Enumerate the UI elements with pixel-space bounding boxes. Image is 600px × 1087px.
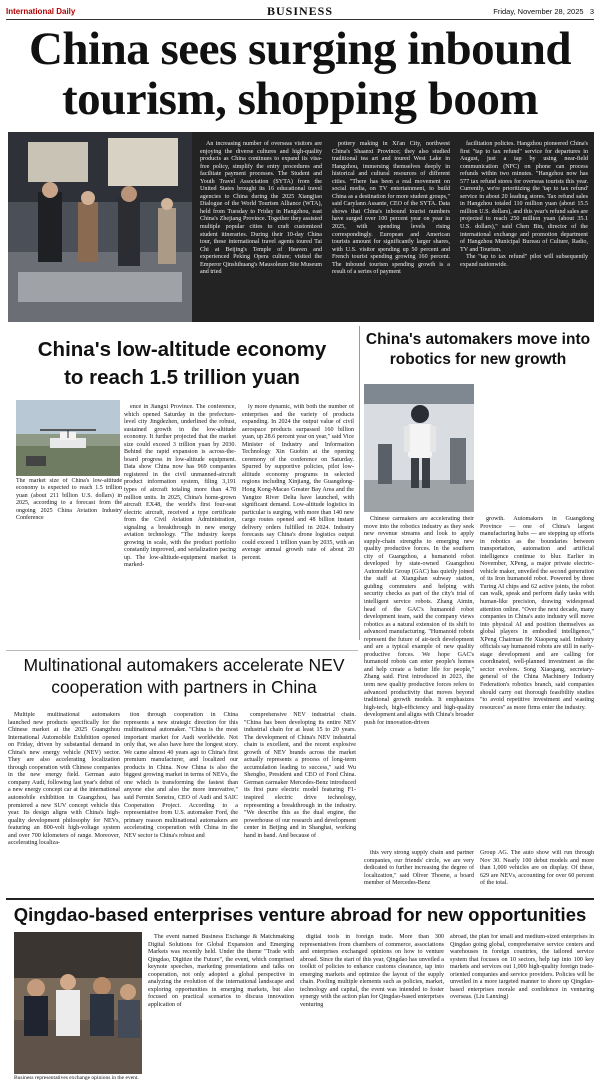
tourism-text-col-3: facilitation policies. Hangzhou pioneered China's first "tap to tax refund" service for departures in August, just a tap by using near-field communication (NFC) on phone can process refunds within two minutes. "Hangzhou now has 577 tax refund stores for overseas tourists this year. Currently, we're prioritizing the 'tap to tax refund' service in about 20 leading stores. Tax refund sales in Hangzhou totaled 110 million yuan (about 15.5 million U.S. dollars), and this year's refund sales are projected to reach 250 million yuan (about 35.1 U.S. dollars)," said Chen Bin, director of the international exchange and promotion department of Hangzhou Municipal Bureau of Culture, Radio, TV and Tourism. The "tap to tax refund" pilot will subsequently expand nationwide. (456, 132, 594, 322)
low-altitude-headline: China's low-altitude economy to reach 1.5 trillion yuan (37, 338, 327, 389)
robot-photo (364, 384, 474, 512)
low-altitude-photo (16, 400, 120, 476)
nev-top-rule (6, 650, 358, 651)
tourism-photo (8, 132, 192, 322)
low-altitude-col-1: ence in Jiangxi Province. The conference, which opened Saturday in the prefecture-level city Jingdezhen, underlined the robust, sustained growth in the low-altitude economy. It further projected that the market size could exceed 3 trillion yuan by 2030. Behind the rapid expansion is across-the-board progress in low-altitude equipment. Data show China now has 969 companies registered in the civil unmanned-aircraft product information system, filing 3,191 types of aircraft totaling more than 4.78 million units. In 2025, China's home-grown aircraft EX48, the world's first four-seat electric aircraft, received a type certificate from the Civil Aviation Administration, signaling a breakthrough in new energy aviation technology. "The industry keeps growing in scale, with the product portfolio constantly improved, and serialization pacing up. The low-altitude-equipment market is marked- (124, 404, 236, 569)
nev-col-2: tion through cooperation in China represents a new strategic direction for this multinational automaker. "China is the most important market for Audi worldwide. Not only that, we also have here the longest story. We came almost 40 years ago to China's first premium manufacturer, and localized our products in China. Now China is also the biggest growing market in terms of NEVs, the one which is transforming the fastest than anyone else and also the more innovative," said Fermin Soneira, CEO of Audi and SAIC Cooperation Project. According to a representative from U.S. automaker Ford, the primary reason multinational automakers are accelerating cooperation with China in the NEV sector is China's robust and (124, 712, 238, 839)
nev-col-5: Group AG. The auto show will run through Nov 30. Nearly 100 debut models and more than 1,000 vehicles are on display. Of these, 629 are NEVs, accounting for over 60 percent of the total. (480, 850, 594, 887)
tourism-text-col-1: An increasing number of overseas visitors are enjoying the diverse cultures and high-quality products as China continues to expand its visa-free policy, simplify the entry procedures and facilitate payment processes. The Student and Youth Travel Association (SYTA) from the United States brought its 16 educational travel agencies to China during the 2025 Xiangjiao Dialogue of the World Tourism Alliance (WTA), held from Tuesday to Friday in Hangzhou, east China's Zhejiang Province. Together they assisted multiple popular cities to craft customized student itineraries. During their 10-day China tour, these international travel agents toured Tai Chi at Beijing's Temple of Heaven and experienced Peking Opera culture; visited the Emperor Qinshihuang's Mausoleum Site Museum and tried (192, 132, 328, 322)
qingdao-top-rule (6, 898, 594, 900)
qingdao-col-3: abroad, the plan for small and medium-sized enterprises in Qingdao going global, comprehensive service centers and warehouses in foreign countries, the tailored service system that focuses on 10 sectors, help tap into 100 key markets and services out 1,000 high-quality foreign trade-oriented companies and service providers. Policies will be unveiled in a more targeted manner to shore up Qingdao-based enterprises morale and confidence in venturing overseas. (Liu Lanxing) (450, 934, 594, 1001)
robotics-headline: China's automakers move into robotics for new growth (365, 331, 591, 368)
section-name: BUSINESS (266, 4, 334, 18)
qingdao-col-1: The event named Business Exchange & Matchmaking Digital Solutions for Global Expansion and Emerging Markets was recently held. Under the theme "Trade with Qingdao, Digitize the Future", the event, which comprised keynote speeches, marketing presentations and talks on cooperation, not only adopted a global perspective in analyzing the evolution of the international landscape and exploring opportunities in emerging markets, but also focused on practical scenarios to discuss innovation application of (148, 934, 294, 1008)
tourism-text-col-2: pottery making in Xi'an City, northwest China's Shaanxi Province; they also studied traditional tea art and toured West Lake in Hangzhou, immersing themselves deeply in historical and cultural resources of different cities. "There has been a real movement on social media, on TV entertainment, to build China as a destination for more student groups," said Carylann Assante, CEO of the SYTA. Data shows that China's inbound tourist numbers have surged over 100 percent year on year in 2025, with spending levels rising correspondingly. European and American tourists amount for significantly larger shares, with U.S. visitor spending up 50 percent and French tourist spending growing 160 percent. The inbound tourism spending growth is a result of a series of payment (328, 132, 456, 322)
qingdao-col-2: digital tools in foreign trade. More than 300 representatives from chambers of commerce, associations and enterprises exchanged opinions on how to venture abroad. Since the start of this year, Qingdao has unveiled a toolkit of policies to enhance customs clearance, tap into emerging markets and optimize the layout of the supply chain. Pooling multiple elements such as policies, market, technology and capital, the event was intended to foster synergy with the action plan for Qingdao-based enterprises venturing (300, 934, 444, 1008)
robotics-col-1: Chinese carmakers are accelerating their move into the robotics industry as they seek new revenue streams and look to apply supply-chain strengths to emerging new quality productive forces. In the southern city of Guangzhou, a humanoid robot developed by state-owned Guangzhou Automobile Group (GAC) has quietly joined the staff at Xiangshan subway station, guiding commuters and helping with security checks as part of the city's trial of intelligent service robots. Zhang Aimin, head of the GAC's humanoid robot development team, said the company views robotics as a natural extension of its shift to advanced manufacturing. "Humanoid robots represent the future of air-tech development and are a typical example of new quality productive forces. We hope GAC's humanoid robots can enter people's homes and help create a better life for people," Zhang said. First introduced in 2023, the term new quality productive forces refers to advanced productivity that moves beyond traditional growth models. It emphasizes high-tech, high-efficiency and high-quality development and aligns with China's broader push for innovation-driven (364, 516, 474, 726)
nev-col-4: this very strong supply chain and partner companies, our friends' circle, we are very dedicated to further increasing the degree of localization," said Oliver Thoene, a board member of Mercedes-Benz (364, 850, 474, 887)
qingdao-headline: Qingdao-based enterprises venture abroad for new opportunities (13, 904, 587, 925)
robotics-box-border (359, 326, 360, 640)
nev-col-1: Multiple multinational automakers launched new products specifically for the Chinese market at the 2025 Guangzhou International Automobile Exhibition opened on Friday, driven by substantial demand in China's new energy vehicle (NEV) sector. They are also accelerating localization through cooperation with Chinese companies in the new energy field. German auto company Audi, following last year's debut of a new energy concept car at the international automobile exhibition in Guangzhou, has premiered a new SUV concept vehicle this year. Its design aligns with China's high-quality development philosophy for NEVs, featuring an 800-volt high-voltage system and over 700 kilometers of range. Moreover, accelerating localiza- (8, 712, 120, 847)
tourism-headline: China sees surging inbound tourism, shopping boom (28, 23, 572, 125)
newspaper-name: International Daily (6, 7, 76, 16)
qingdao-caption: Business representatives exchange opinions in the event. (14, 1075, 139, 1081)
page-number: 3 (589, 7, 594, 16)
nev-headline: Multinational automakers accelerate NEV cooperation with partners in China (23, 655, 345, 697)
nev-col-3: comprehensive NEV industrial chain. "China has been developing its entire NEV industrial chain for at least 15 to 20 years. The development of China's NEV industrial chain is excellent, and the recent explosive growth of NEV brands across the market actually represents a process of long-term accumulation leading to success," said Wu Shengbo, President and CEO of Ford China. German carmaker Mercedes-Benz introduced its first pure electric model featuring F1-inspired electric drive technology, representing a breakthrough in the industry. "We describe this as the dual engine, the powerhouse of our research and development center in Beijing and in Shanghai, working hand in hand. And because of (244, 712, 356, 839)
low-altitude-caption: The market size of China's low-altitude economy is expected to reach 1.5 trillion yuan (about 211 billion U.S. dollars) in 2025, according to a forecast from the ongoing 2025 China Aviation Industry Conference (16, 478, 122, 522)
masthead (6, 4, 594, 20)
qingdao-photo (14, 932, 142, 1074)
robotics-col-2: growth. Automakers in Guangdong Province — one of China's largest manufacturing hubs — are stepping up efforts in robotics as the boundaries between transportation, automation and artificial intelligence continue to blur. Earlier in November, XPeng, a major private electric-vehicle maker, unveiled the second generation of its Iron humanoid robot. Powered by three Turing AI chips and 62 active joints, the robot can walk, speak and perform daily tasks with human-like precision, drawing widespread attention online. "Over the next decade, many companies in China's auto industry will move into physical AI and position themselves as global players in embodied intelligence," XPeng Chairman He Xiaopeng said. Industry officials say humanoid robots are still in early-stage development and are calling for coordinated, well-planned investment as the sector evolves. Song Xiaogang, secretary-general of the China Machinery Industry Federation's robotics branch, said companies should carry out thorough feasibility studies "to avoid repetitive investment and wasting resources" as more firms enter the industry. (480, 516, 594, 711)
low-altitude-col-2: ly more dynamic, with both the number of enterprises and the variety of products expanding. In 2024 the output value of civil aerospace products surpassed 160 billion yuan, up 28.6 percent year on year," said Vice Minister of Industry and Information Technology Xin Guobin at the opening ceremony of the conference on Saturday. Spurred by supportive policies, pilot low-altitude economy programs in selected regions including Xinjiang, the Guangdong-Hong Kong-Macao Greater Bay Area and the Yangtze River Delta have launched, with significant demand. Low-altitude logistics in particular is surging, with more than 140 new cargo routes opened and 48 billion instant delivery orders fulfilled in 2024. Industry forecasts say China's drone logistics output could exceed 1 trillion yuan by 2035, with an average annual growth rate of about 20 percent. (242, 404, 354, 561)
issue-date: Friday, November 28, 2025 3 (493, 7, 594, 16)
